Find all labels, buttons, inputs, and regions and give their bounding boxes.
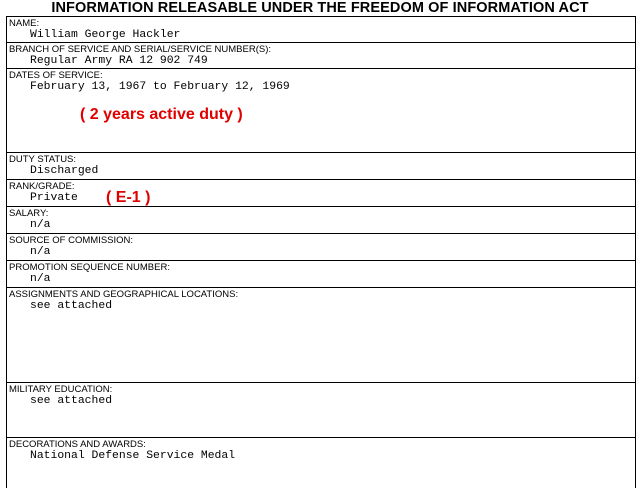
field-label: RANK/GRADE: [9,181,75,192]
service-length-annotation: ( 2 years active duty ) [80,106,243,123]
field-label: BRANCH OF SERVICE AND SERIAL/SERVICE NUMBER(S): [9,44,272,55]
field-value: n/a [30,246,51,258]
field-duty-status [7,152,635,177]
field-military-education [7,382,635,407]
field-label: ASSIGNMENTS AND GEOGRAPHICAL LOCATIONS: [9,289,239,300]
field-value: see attached [30,300,113,312]
field-assignments-locations [7,287,635,312]
field-label: SOURCE OF COMMISSION: [9,235,134,246]
field-label: NAME: [9,18,40,29]
field-label: SALARY: [9,208,49,219]
document-title: INFORMATION RELEASABLE UNDER THE FREEDOM OF INFORMATION ACT [51,0,589,16]
field-dates-of-service [7,68,635,93]
field-value: n/a [30,219,51,231]
field-branch-serial [7,42,635,67]
field-promotion-sequence [7,260,635,285]
field-label: DUTY STATUS: [9,154,77,165]
grade-annotation: ( E-1 ) [106,189,151,206]
field-value: Regular Army RA 12 902 749 [30,55,208,67]
field-label: PROMOTION SEQUENCE NUMBER: [9,262,170,273]
field-value: n/a [30,273,51,285]
field-salary [7,206,635,231]
field-label: MILITARY EDUCATION: [9,384,113,395]
field-source-of-commission [7,233,635,258]
foia-record-form [6,16,636,488]
field-label: DECORATIONS AND AWARDS: [9,439,146,450]
field-decorations-awards [7,437,635,462]
field-value: see attached [30,395,113,407]
field-label: DATES OF SERVICE: [9,70,103,81]
field-value: National Defense Service Medal [30,450,236,462]
field-value: February 13, 1967 to February 12, 1969 [30,81,290,93]
field-name [7,16,635,41]
field-value: Private [30,192,78,204]
field-value: William George Hackler [30,29,181,41]
field-value: Discharged [30,165,99,177]
